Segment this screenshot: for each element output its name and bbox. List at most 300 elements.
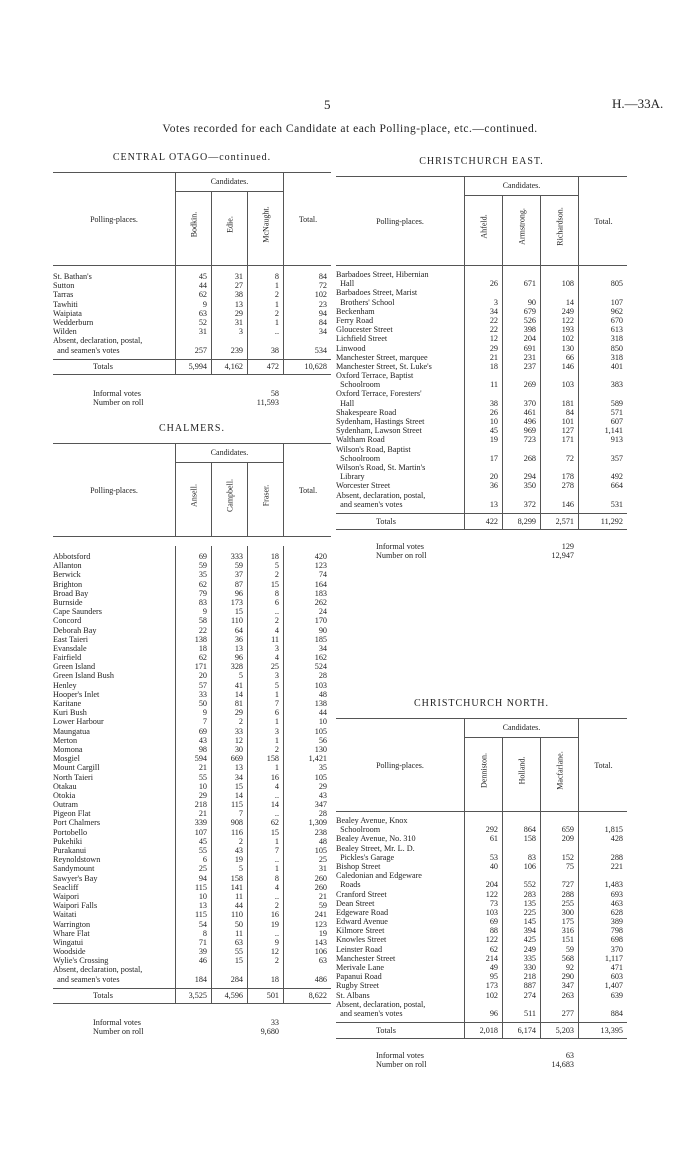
polling-place-name: Waipori	[53, 891, 80, 901]
candidate-votes: 8	[274, 873, 279, 883]
candidate-votes: 59	[565, 944, 574, 954]
header-candidate: Ahfeld.	[464, 196, 503, 265]
table-row	[53, 874, 331, 883]
table-body	[53, 266, 331, 359]
candidate-votes: 7	[238, 809, 243, 819]
table-row	[336, 991, 627, 1000]
polling-place-name: Pukehiki	[53, 836, 83, 846]
candidate-votes: 145	[523, 917, 536, 927]
candidate-votes: 496	[523, 417, 536, 427]
column-rule	[211, 989, 212, 1003]
informal-votes-value: 63	[565, 1051, 574, 1061]
candidate-votes: 511	[524, 1008, 536, 1018]
candidate-votes: 209	[561, 834, 574, 844]
table-row	[53, 708, 331, 717]
row-total: 428	[610, 834, 623, 844]
row-total: 170	[314, 616, 327, 626]
polling-place-name: Otokia	[53, 790, 76, 800]
polling-place-name: Warrington	[53, 919, 91, 929]
polling-place-name: Wilden	[53, 327, 77, 337]
candidate-votes: 173	[485, 981, 498, 991]
candidate-votes: 25	[198, 864, 207, 874]
candidate-votes: 1	[274, 836, 279, 846]
candidate-votes: 278	[561, 481, 574, 491]
candidate-votes: 43	[234, 846, 243, 855]
row-total: 492	[610, 472, 623, 482]
candidate-votes: 64	[234, 625, 243, 635]
header-polling-places: Polling-places.	[376, 761, 424, 770]
row-total: 1,141	[604, 426, 623, 436]
row-total: 850	[610, 343, 623, 353]
candidate-votes: 152	[561, 852, 574, 862]
candidate-votes: 290	[561, 972, 574, 982]
polling-place-name: Sydenham, Lawson Street	[336, 426, 422, 436]
candidate-votes: 3	[238, 327, 243, 337]
candidate-total: 4,596	[224, 990, 243, 1000]
table-row	[53, 901, 331, 910]
polling-place-name: St. Bathan's	[53, 272, 92, 281]
header-polling-places: Polling-places.	[376, 217, 424, 226]
polling-place-name: Waitati	[53, 910, 77, 920]
polling-place-name: Caledonian and Edgeware Roads	[336, 871, 422, 890]
candidate-votes: 239	[230, 345, 243, 355]
polling-place-name: Mosgiel	[53, 754, 80, 764]
candidate-votes: 204	[485, 880, 498, 890]
candidate-votes: 45	[198, 836, 207, 846]
candidate-votes: 35	[198, 570, 207, 580]
candidate-votes: 18	[270, 552, 279, 561]
row-total: 123	[314, 561, 327, 571]
candidate-votes: 122	[561, 315, 574, 325]
candidate-votes: 14	[234, 689, 243, 699]
polling-place-name: Manchester Street, St. Luke's	[336, 361, 432, 371]
table-row	[336, 1000, 627, 1018]
row-total: 471	[610, 963, 623, 973]
column-rule	[247, 266, 248, 359]
table-row	[53, 956, 331, 965]
candidate-votes: 50	[234, 919, 243, 929]
candidate-votes: 158	[266, 754, 279, 764]
table-row	[53, 552, 331, 561]
candidate-votes: 158	[523, 834, 536, 844]
table-row	[53, 800, 331, 809]
row-total: 56	[318, 735, 327, 745]
polling-place-name: Wylie's Crossing	[53, 956, 109, 966]
candidate-votes: 69	[198, 726, 207, 736]
candidate-votes: 9	[202, 607, 207, 617]
row-total: 670	[610, 315, 623, 325]
row-total: 90	[318, 625, 327, 635]
number-on-roll-value: 11,593	[256, 397, 279, 407]
candidate-votes: 13	[234, 299, 243, 309]
polling-place-name: Allanton	[53, 561, 82, 571]
candidate-votes: 102	[561, 334, 574, 344]
candidate-votes: 294	[523, 472, 536, 482]
grand-total: 8,622	[308, 990, 327, 1000]
table-row	[53, 616, 331, 625]
candidate-votes: 110	[231, 616, 243, 626]
polling-place-name: Burnside	[53, 597, 83, 607]
totals-label: Totals	[376, 516, 396, 526]
candidate-votes: 568	[561, 953, 574, 963]
candidate-votes: 45	[198, 272, 207, 281]
candidate-votes: 218	[523, 972, 536, 982]
table-footer	[53, 1018, 331, 1036]
table-footer	[53, 389, 331, 407]
table-row	[53, 864, 331, 873]
candidate-votes: 7	[202, 717, 207, 727]
polling-place-name: Gloucester Street	[336, 325, 393, 335]
candidate-votes: 25	[270, 662, 279, 672]
table-row	[336, 445, 627, 463]
polling-place-name: Henley	[53, 680, 77, 690]
row-total: 123	[314, 919, 327, 929]
table-row	[336, 945, 627, 954]
candidate-votes: 11	[235, 891, 243, 901]
table-row	[53, 745, 331, 754]
candidate-votes: 106	[523, 861, 536, 871]
candidate-votes: 95	[489, 972, 498, 982]
column-rule	[464, 514, 465, 529]
table-row	[53, 910, 331, 919]
table-row	[53, 598, 331, 607]
table-title: CENTRAL OTAGO—continued.	[112, 152, 272, 163]
table-body	[336, 812, 627, 1022]
table-row	[336, 325, 627, 334]
candidate-votes: 335	[523, 953, 536, 963]
candidate-votes: 2	[274, 570, 279, 580]
row-total: 962	[610, 306, 623, 316]
polling-place-name: Cape Saunders	[53, 607, 102, 617]
row-total: 63	[318, 956, 327, 966]
candidate-votes: 54	[198, 919, 207, 929]
table-row	[53, 855, 331, 864]
candidate-votes: 116	[231, 827, 243, 837]
row-total: 884	[610, 1008, 623, 1018]
candidate-votes: 347	[561, 981, 574, 991]
candidate-votes: 333	[230, 552, 243, 561]
candidate-votes: 6	[274, 597, 279, 607]
table-row	[336, 389, 627, 407]
candidate-votes: 2	[274, 956, 279, 966]
candidate-votes: 14	[565, 297, 574, 307]
row-total: 401	[610, 361, 623, 371]
table-row	[336, 816, 627, 834]
column-rule	[283, 546, 284, 988]
row-total: 318	[610, 352, 623, 362]
candidate-total: 6,174	[517, 1026, 536, 1036]
polling-place-name: Beckenham	[336, 306, 375, 316]
polling-place-name: Lower Harbour	[53, 717, 104, 727]
table-row	[336, 408, 627, 417]
candidate-votes: 14	[270, 800, 279, 810]
row-total: 31	[318, 864, 327, 874]
polling-place-name: Waipori Falls	[53, 901, 98, 911]
candidate-votes: 12	[234, 735, 243, 745]
candidate-votes: ..	[274, 855, 279, 865]
candidate-votes: 214	[485, 953, 498, 963]
header-candidate: Campbell.	[211, 463, 248, 536]
polling-place-name: Port Chalmers	[53, 818, 101, 828]
polling-place-name: Otakau	[53, 781, 77, 791]
candidate-votes: 122	[485, 935, 498, 945]
candidate-votes: 316	[561, 926, 574, 936]
candidate-votes: 38	[270, 345, 279, 355]
table-row	[53, 662, 331, 671]
row-total: 35	[318, 763, 327, 773]
candidate-votes: 12	[489, 334, 498, 344]
informal-votes-row	[53, 1018, 331, 1027]
informal-votes-label: Informal votes	[376, 541, 424, 551]
polling-place-name: Ferry Road	[336, 315, 374, 325]
table-row	[53, 626, 331, 635]
table-row	[53, 929, 331, 938]
polling-place-name: Karitane	[53, 699, 82, 708]
candidate-votes: 15	[234, 781, 243, 791]
candidate-votes: 288	[561, 889, 574, 899]
table-central-otago	[53, 152, 331, 407]
row-total: 383	[610, 380, 623, 390]
row-total: 106	[314, 947, 327, 957]
row-total: 260	[314, 882, 327, 892]
candidate-votes: 45	[489, 426, 498, 436]
candidate-votes: 138	[194, 634, 207, 644]
polling-place-name: Shakespeare Road	[336, 407, 397, 417]
header-candidate: Ansell.	[175, 463, 212, 536]
candidate-votes: ..	[274, 607, 279, 617]
polling-place-name: North Taieri	[53, 772, 93, 782]
candidate-votes: 9	[202, 299, 207, 309]
row-total: 241	[314, 910, 327, 920]
candidate-votes: 130	[561, 343, 574, 353]
polling-place-name: Leinster Road	[336, 944, 383, 954]
candidate-votes: 127	[561, 426, 574, 436]
candidate-votes: 22	[489, 325, 498, 335]
number-on-roll-label: Number on roll	[93, 1027, 144, 1037]
candidate-votes: 26	[489, 407, 498, 417]
table-row	[336, 362, 627, 371]
table-row	[336, 926, 627, 935]
candidate-votes: 671	[523, 279, 536, 289]
candidate-votes: 26	[489, 279, 498, 289]
table-row	[336, 463, 627, 481]
column-rule	[211, 360, 212, 374]
column-rule	[578, 514, 579, 529]
candidate-votes: 2	[274, 744, 279, 754]
candidate-votes: 96	[489, 1008, 498, 1018]
column-rule	[540, 514, 541, 529]
candidate-votes: 6	[202, 855, 207, 865]
candidate-votes: 237	[523, 361, 536, 371]
candidate-total: 472	[266, 361, 279, 371]
grand-total: 10,628	[304, 361, 327, 371]
candidate-votes: 12	[270, 947, 279, 957]
candidate-votes: 372	[523, 499, 536, 509]
candidate-votes: 62	[198, 290, 207, 300]
candidate-votes: 15	[270, 579, 279, 589]
row-total: 162	[314, 653, 327, 663]
column-rule	[502, 1023, 503, 1038]
column-rule	[464, 812, 465, 1022]
table-footer	[336, 1051, 627, 1069]
polling-place-name: Merton	[53, 735, 78, 745]
candidate-votes: 58	[198, 616, 207, 626]
row-total: 260	[314, 873, 327, 883]
candidate-votes: ..	[274, 327, 279, 337]
row-total: 607	[610, 417, 623, 427]
polling-place-name: Green Island	[53, 662, 96, 672]
candidate-votes: 5	[238, 864, 243, 874]
candidate-votes: 908	[230, 818, 243, 828]
candidate-votes: 173	[230, 597, 243, 607]
table-row	[53, 607, 331, 616]
table-row	[336, 481, 627, 490]
table-footer	[336, 542, 627, 560]
table-row	[53, 920, 331, 929]
candidate-votes: 36	[489, 481, 498, 491]
row-total: 571	[610, 407, 623, 417]
table-row	[53, 681, 331, 690]
candidate-votes: 96	[234, 653, 243, 663]
candidate-votes: 394	[523, 926, 536, 936]
polling-place-name: Broad Bay	[53, 588, 89, 598]
candidate-votes: 4	[274, 625, 279, 635]
candidate-votes: ..	[274, 891, 279, 901]
row-total: 463	[610, 898, 623, 908]
table-row	[336, 270, 627, 288]
candidate-votes: 115	[195, 882, 207, 892]
candidate-votes: 75	[565, 861, 574, 871]
table-title: CHRISTCHURCH NORTH.	[413, 698, 550, 709]
polling-place-name: Seacliff	[53, 882, 79, 892]
candidate-total: 422	[485, 516, 498, 526]
table-header	[53, 443, 331, 537]
header-candidate: Holland.	[502, 738, 541, 811]
candidate-votes: 29	[234, 708, 243, 718]
candidate-votes: 5	[274, 680, 279, 690]
table-row	[53, 837, 331, 846]
candidate-votes: 146	[561, 499, 574, 509]
candidate-votes: 1	[274, 317, 279, 327]
header-candidate: Edie.	[211, 192, 248, 265]
candidate-votes: 29	[489, 343, 498, 353]
row-total: 48	[318, 836, 327, 846]
polling-place-name: Oxford Terrace, Foresters' Hall	[336, 389, 422, 408]
candidate-votes: 79	[198, 588, 207, 598]
row-total: 1,407	[604, 981, 623, 991]
candidate-votes: 43	[198, 735, 207, 745]
column-rule	[211, 546, 212, 988]
row-total: 693	[610, 889, 623, 899]
main-title: Votes recorded for each Candidate at each Polling-place, etc.—continued.	[162, 123, 538, 135]
table-row	[336, 981, 627, 990]
candidate-votes: 292	[485, 825, 498, 835]
row-total: 221	[610, 861, 623, 871]
row-total: 105	[314, 772, 327, 782]
row-total: 105	[314, 846, 327, 855]
informal-votes-row	[53, 389, 331, 398]
table-title: CHRISTCHURCH EAST.	[419, 156, 544, 167]
candidate-votes: 19	[234, 855, 243, 865]
candidate-votes: 277	[561, 1008, 574, 1018]
candidate-votes: 2	[274, 901, 279, 911]
candidate-votes: 330	[523, 963, 536, 973]
candidate-votes: 218	[194, 800, 207, 810]
candidate-votes: 723	[523, 435, 536, 445]
header-polling-places: Polling-places.	[90, 215, 138, 224]
candidate-votes: 27	[234, 281, 243, 291]
polling-place-name: Tarras	[53, 290, 74, 300]
polling-place-name: Wedderburn	[53, 317, 94, 327]
candidate-votes: 146	[561, 361, 574, 371]
column-rule	[247, 360, 248, 374]
candidate-votes: 350	[523, 481, 536, 491]
candidate-total: 501	[266, 990, 279, 1000]
candidate-votes: 3	[274, 671, 279, 681]
polling-place-name: Fairfield	[53, 653, 82, 663]
informal-votes-label: Informal votes	[93, 1017, 141, 1027]
candidate-votes: 193	[561, 325, 574, 335]
table-row	[53, 727, 331, 736]
candidate-votes: 29	[234, 308, 243, 318]
column-rule	[247, 546, 248, 988]
column-rule	[175, 360, 176, 374]
polling-place-name: Purakanui	[53, 846, 87, 855]
row-total: 84	[318, 272, 327, 281]
row-total: 420	[314, 552, 327, 561]
table-row	[53, 300, 331, 309]
row-total: 105	[314, 726, 327, 736]
candidate-votes: 594	[194, 754, 207, 764]
table-row	[53, 809, 331, 818]
table-row	[53, 281, 331, 290]
candidate-votes: 102	[485, 990, 498, 1000]
row-total: 130	[314, 744, 327, 754]
table-row	[336, 491, 627, 509]
row-total: 28	[318, 671, 327, 681]
informal-votes-value: 33	[270, 1017, 279, 1027]
candidate-votes: 13	[489, 499, 498, 509]
candidate-votes: ..	[274, 809, 279, 819]
candidate-votes: 6	[274, 708, 279, 718]
number-on-roll-label: Number on roll	[93, 397, 144, 407]
number-on-roll-row	[336, 1060, 627, 1069]
row-total: 164	[314, 579, 327, 589]
candidate-votes: 20	[198, 671, 207, 681]
candidate-votes: 40	[489, 861, 498, 871]
number-on-roll-value: 12,947	[551, 551, 574, 561]
candidate-votes: 13	[198, 901, 207, 911]
candidate-votes: 53	[489, 852, 498, 862]
candidate-votes: 10	[198, 781, 207, 791]
polling-place-name: Rugby Street	[336, 981, 379, 991]
table-row	[53, 699, 331, 708]
table-row	[53, 318, 331, 327]
table-row	[336, 935, 627, 944]
column-rule	[464, 1023, 465, 1038]
column-rule	[175, 989, 176, 1003]
totals-label: Totals	[93, 361, 113, 371]
candidate-votes: 22	[198, 625, 207, 635]
candidate-votes: 44	[198, 281, 207, 291]
row-total: 318	[610, 334, 623, 344]
candidate-votes: 3	[274, 643, 279, 653]
column-rule	[578, 266, 579, 513]
polling-place-name: Lichfield Street	[336, 334, 388, 344]
row-total: 103	[314, 680, 327, 690]
polling-place-name: Sutton	[53, 281, 75, 291]
candidate-votes: 83	[527, 852, 536, 862]
